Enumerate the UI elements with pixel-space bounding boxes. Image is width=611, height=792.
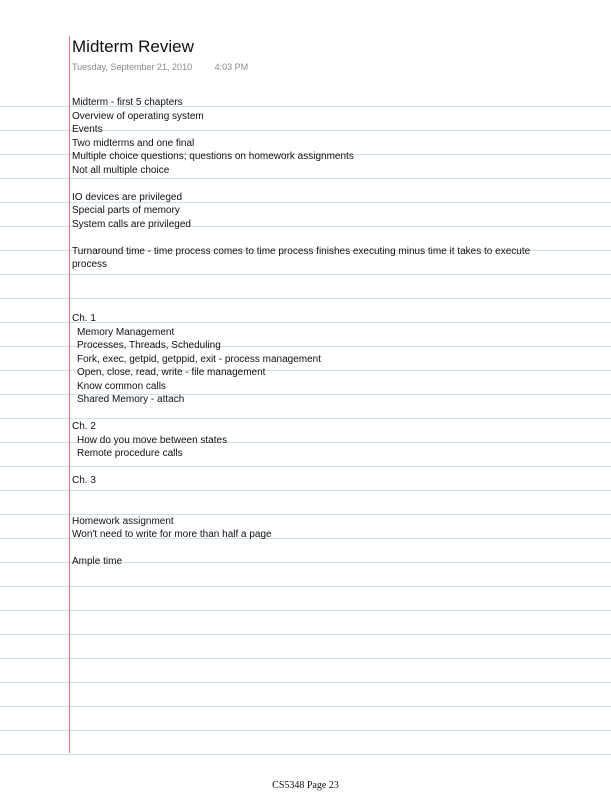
blank-line (72, 407, 552, 421)
note-line: Not all multiple choice (72, 164, 170, 176)
note-line: Won't need to write for more than half a page (72, 529, 272, 540)
blank-line (72, 299, 552, 313)
rule-line (0, 706, 611, 707)
blank-line (72, 231, 552, 245)
page-date: Tuesday, September 21, 2010 (72, 62, 193, 72)
red-margin-line (69, 36, 70, 753)
blank-line (72, 285, 552, 299)
page-time: 4:03 PM (214, 62, 249, 72)
note-line: Events (72, 124, 103, 135)
blank-line (72, 542, 552, 556)
blank-line (72, 501, 552, 515)
note-line: Overview of operating system (72, 110, 204, 122)
chapter-heading-3: Ch. 3 (72, 475, 96, 486)
rule-line (0, 634, 611, 635)
note-body (72, 96, 552, 569)
blank-line (72, 272, 552, 286)
rule-line (0, 754, 611, 755)
note-line: Two midterms and one final (72, 137, 195, 149)
note-line: Special parts of memory (72, 205, 180, 216)
rule-line (0, 610, 611, 611)
note-line: Ample time (72, 556, 123, 567)
blank-line (72, 461, 552, 475)
list-item: Remote procedure calls (77, 448, 183, 459)
blank-line (72, 177, 552, 191)
note-line: Midterm - first 5 chapters (72, 97, 183, 108)
list-item: Memory Management (77, 326, 175, 338)
blank-line (72, 488, 552, 502)
note-line: System calls are privileged (72, 218, 191, 230)
note-line-turnaround: Turnaround time - time process comes to time process finishes executing minus time it takes to execute process (72, 245, 531, 270)
note-line: Multiple choice questions; questions on homework assignments (72, 151, 354, 162)
rule-line (0, 682, 611, 683)
list-item: Processes, Threads, Scheduling (77, 340, 221, 351)
note-line: Homework assignment (72, 515, 174, 527)
rule-line (0, 586, 611, 587)
page-footer: CS5348 Page 23 (272, 780, 339, 791)
rule-line (0, 730, 611, 731)
list-item: Shared Memory - attach (77, 394, 185, 405)
chapter-heading-2: Ch. 2 (72, 421, 96, 432)
list-item: Open, close, read, write - file management (77, 367, 266, 378)
chapter-heading-1: Ch. 1 (72, 313, 96, 324)
list-item: Fork, exec, getpid, getppid, exit - process management (77, 353, 322, 365)
page-title: Midterm Review (72, 37, 194, 56)
list-item: How do you move between states (77, 434, 228, 446)
page-timestamp (72, 62, 248, 72)
rule-line (0, 658, 611, 659)
list-item: Know common calls (77, 380, 166, 392)
note-line: IO devices are privileged (72, 191, 183, 203)
